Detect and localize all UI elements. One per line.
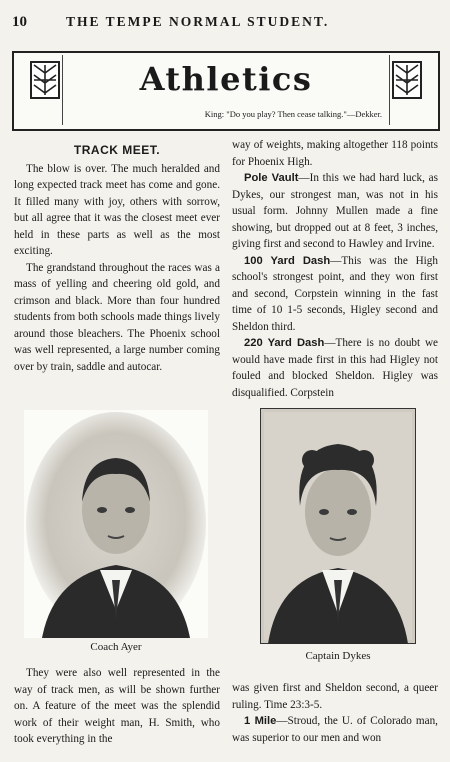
photo-caption: Captain Dykes bbox=[305, 650, 371, 662]
photo-caption: Coach Ayer bbox=[90, 641, 142, 653]
article-heading: TRACK MEET. bbox=[73, 143, 161, 157]
paragraph: They were also well represented in the way of track men, as will be shown further on. A feature of the meet was the splendid work of their weight man, H. Smith, who took everything in the bbox=[14, 667, 220, 745]
event-name: 1 Mile bbox=[244, 715, 277, 727]
event-paragraph bbox=[232, 335, 438, 401]
page-number: 10 bbox=[12, 14, 27, 30]
event-paragraph bbox=[232, 713, 438, 746]
event-text: —In this we had hard luck, as Dykes, our strongest man, was not in his usual form. Johnny Mullen made a fine showing, but dropped out at 8 feet, 3 inches, giving first and second to Hawley and Irvine. bbox=[232, 172, 439, 250]
coach-ayer-photo bbox=[24, 410, 208, 638]
left-column-top bbox=[14, 142, 220, 375]
paragraph: The grandstand throughout the races was a mass of yelling and cheering old gold, and crimson and black. More than four hundred students from both schools made things lively around those bleachers. The Phoenix school was well represented, a large number coming over by train, saddle and autocar. bbox=[14, 261, 220, 373]
captain-dykes-photo bbox=[260, 408, 416, 644]
running-title: THE TEMPE NORMAL STUDENT. bbox=[66, 14, 330, 29]
paragraph: was given first and Sheldon second, a queer ruling. Time 23:3-5. bbox=[232, 682, 438, 711]
event-text: —Stroud, the U. of Colorado man, was superior to our men and won bbox=[232, 715, 438, 744]
right-column-top bbox=[232, 137, 438, 401]
paragraph: The blow is over. The much heralded and long expected track meet has come and gone. It filled many with joy, others with sorrow, but all agree that it was the closest meet ever held in these parts as well as the most exciting. bbox=[14, 162, 220, 257]
event-name: Pole Vault bbox=[244, 172, 299, 184]
event-name: 220 Yard Dash bbox=[244, 337, 325, 349]
right-column-bottom bbox=[232, 680, 438, 746]
event-name: 100 Yard Dash bbox=[244, 254, 331, 267]
event-text: —This was the High school's strongest point, and they won first and second, Corpstein winning in the fast time of 10 1-5 seconds, Higley second and Sheldon third. bbox=[232, 254, 438, 333]
left-column-bottom bbox=[14, 665, 220, 748]
event-text: —There is no doubt we would have made first in this had Higley not fouled and blocked Sheldon. Higley was disqualified. Corpstein bbox=[232, 337, 438, 399]
athletics-banner bbox=[12, 51, 440, 131]
banner-quote: King: "Do you play? Then cease talking."—Dekker. bbox=[204, 109, 382, 119]
event-paragraph bbox=[232, 253, 438, 336]
event-paragraph bbox=[232, 170, 438, 253]
paragraph: way of weights, making altogether 118 points for Phoenix High. bbox=[232, 139, 438, 168]
section-title: Athletics bbox=[139, 60, 313, 98]
